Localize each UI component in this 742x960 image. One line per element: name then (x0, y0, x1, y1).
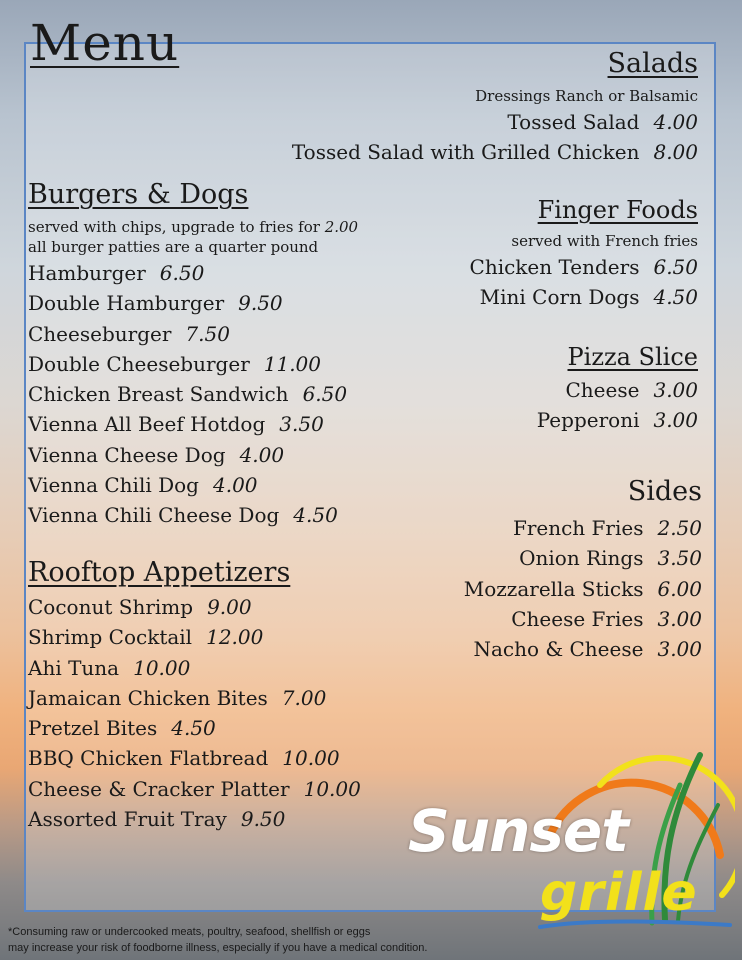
menu-item (537, 405, 698, 435)
menu-item (470, 252, 698, 282)
menu-item-name: Shrimp Cocktail (28, 625, 193, 650)
salads-note: Dressings Ranch or Balsamic (475, 87, 698, 105)
menu-item-price: 7.50 (185, 321, 230, 346)
menu-item-name: Assorted Fruit Tray (28, 807, 227, 832)
menu-item-name: Nacho & Cheese (473, 637, 644, 662)
menu-item-name: Cheese (565, 378, 640, 402)
health-disclaimer (8, 924, 427, 956)
appetizers-section (28, 557, 361, 834)
salads-section (292, 48, 698, 168)
menu-item-name: Onion Rings (519, 546, 644, 571)
menu-item-name: Mini Corn Dogs (479, 285, 640, 310)
menu-item-price: 4.00 (212, 473, 258, 498)
menu-item-price: 3.00 (657, 606, 702, 631)
menu-item-name: French Fries (512, 516, 644, 540)
menu-item (28, 349, 358, 379)
burgers-section (28, 179, 358, 531)
menu-item-name: Pepperoni (536, 408, 640, 433)
menu-item-price: 9.50 (238, 291, 283, 316)
finger-foods-list (470, 252, 698, 313)
burgers-note-price: 2.00 (324, 218, 359, 236)
logo-word-grille: grille (540, 863, 698, 923)
menu-item-price: 9.00 (207, 595, 252, 619)
menu-item-price: 6.00 (657, 576, 702, 601)
disclaimer-line-2: may increase your risk of foodborne illness, especially if you have a medical condition. (8, 942, 428, 954)
pizza-title: Pizza Slice (567, 343, 698, 371)
menu-item (292, 107, 698, 137)
menu-item (28, 319, 358, 349)
menu-item (28, 774, 361, 804)
menu-item-name: Double Cheeseburger (28, 351, 250, 376)
menu-item-price: 6.50 (159, 261, 205, 285)
menu-item-name: Double Hamburger (28, 291, 225, 316)
appetizers-title: Rooftop Appetizers (28, 557, 291, 588)
menu-item-name: Pretzel Bites (28, 716, 158, 741)
menu-item-name: Jamaican Chicken Bites (28, 685, 268, 710)
finger-foods-note: served with French fries (511, 232, 698, 250)
sides-list (464, 513, 702, 664)
menu-item (28, 500, 358, 530)
menu-item-name: Mozzarella Sticks (463, 576, 644, 601)
menu-item-price: 4.00 (239, 442, 285, 467)
menu-item-price: 10.00 (282, 746, 340, 771)
menu-item-name: Vienna Cheese Dog (28, 442, 226, 467)
menu-item (28, 683, 361, 713)
menu-item-name: Chicken Breast Sandwich (28, 382, 289, 407)
menu-item-name: Tossed Salad with Grilled Chicken (291, 140, 640, 165)
menu-item-price: 3.00 (657, 637, 702, 662)
menu-item-name: Coconut Shrimp (28, 595, 194, 619)
menu-item (28, 440, 358, 470)
burgers-title: Burgers & Dogs (28, 179, 249, 210)
disclaimer-line-1: *Consuming raw or undercooked meats, poultry, seafood, shellfish or eggs (8, 926, 371, 938)
menu-item-price: 3.00 (653, 378, 698, 402)
burgers-note-text: served with chips, upgrade to fries for (28, 218, 320, 236)
menu-item-name: Tossed Salad (507, 110, 640, 134)
menu-item-name: Ahi Tuna (28, 655, 120, 680)
menu-item-price: 4.50 (293, 503, 338, 528)
menu-item (28, 592, 361, 622)
menu-item-price: 7.00 (281, 685, 327, 710)
menu-item-name: Vienna All Beef Hotdog (28, 412, 266, 437)
menu-item-price: 3.50 (279, 412, 324, 437)
menu-item (470, 282, 698, 312)
sides-title: Sides (627, 476, 702, 507)
menu-item-name: Cheese & Cracker Platter (28, 776, 290, 801)
salads-title: Salads (607, 48, 698, 79)
menu-item (464, 513, 702, 543)
sides-section (464, 476, 702, 664)
menu-item-name: Vienna Chili Cheese Dog (28, 503, 280, 528)
finger-foods-title: Finger Foods (537, 196, 698, 224)
logo-word-sunset: Sunset (408, 797, 628, 865)
pizza-section (537, 343, 698, 436)
sunset-grille-logo (400, 745, 735, 945)
pizza-list (537, 375, 698, 436)
menu-item-name: Vienna Chili Dog (28, 473, 199, 498)
menu-item-price: 11.00 (263, 351, 322, 376)
menu-item-name: Cheeseburger (28, 321, 172, 346)
menu-item-price: 2.50 (657, 516, 702, 540)
menu-item (292, 137, 698, 167)
menu-item-name: BBQ Chicken Flatbread (28, 746, 269, 771)
menu-item-price: 6.50 (302, 382, 348, 407)
burgers-list (28, 258, 358, 531)
menu-item (28, 258, 358, 288)
menu-item-price: 4.00 (653, 110, 698, 134)
menu-item-price: 6.50 (653, 255, 698, 279)
appetizers-list (28, 592, 361, 834)
menu-item-price: 9.50 (240, 807, 286, 832)
menu-item (464, 634, 702, 664)
menu-item-price: 3.00 (653, 408, 698, 433)
menu-item (28, 288, 358, 318)
menu-item-name: Cheese Fries (511, 606, 644, 631)
menu-item (28, 804, 361, 834)
menu-item (28, 470, 358, 500)
menu-item-name: Chicken Tenders (469, 255, 640, 279)
burgers-note-chips (28, 218, 358, 236)
menu-item-name: Hamburger (28, 261, 146, 285)
menu-item (464, 604, 702, 634)
salads-list (292, 107, 698, 168)
menu-item-price: 8.00 (653, 140, 698, 165)
menu-item-price: 10.00 (133, 655, 191, 680)
page-title: Menu (30, 14, 180, 72)
finger-foods-section (470, 196, 698, 313)
menu-item (28, 653, 361, 683)
menu-item (28, 379, 358, 409)
menu-item (537, 375, 698, 405)
menu-item-price: 3.50 (657, 546, 702, 571)
menu-item-price: 4.50 (653, 285, 698, 310)
menu-item (28, 622, 361, 652)
menu-item (464, 543, 702, 573)
burgers-note-patties: all burger patties are a quarter pound (28, 238, 319, 256)
menu-item-price: 12.00 (206, 625, 264, 650)
menu-item (28, 743, 361, 773)
menu-item (28, 713, 361, 743)
menu-item (28, 409, 358, 439)
menu-item-price: 4.50 (171, 716, 216, 741)
menu-item (464, 574, 702, 604)
menu-item-price: 10.00 (303, 776, 361, 801)
